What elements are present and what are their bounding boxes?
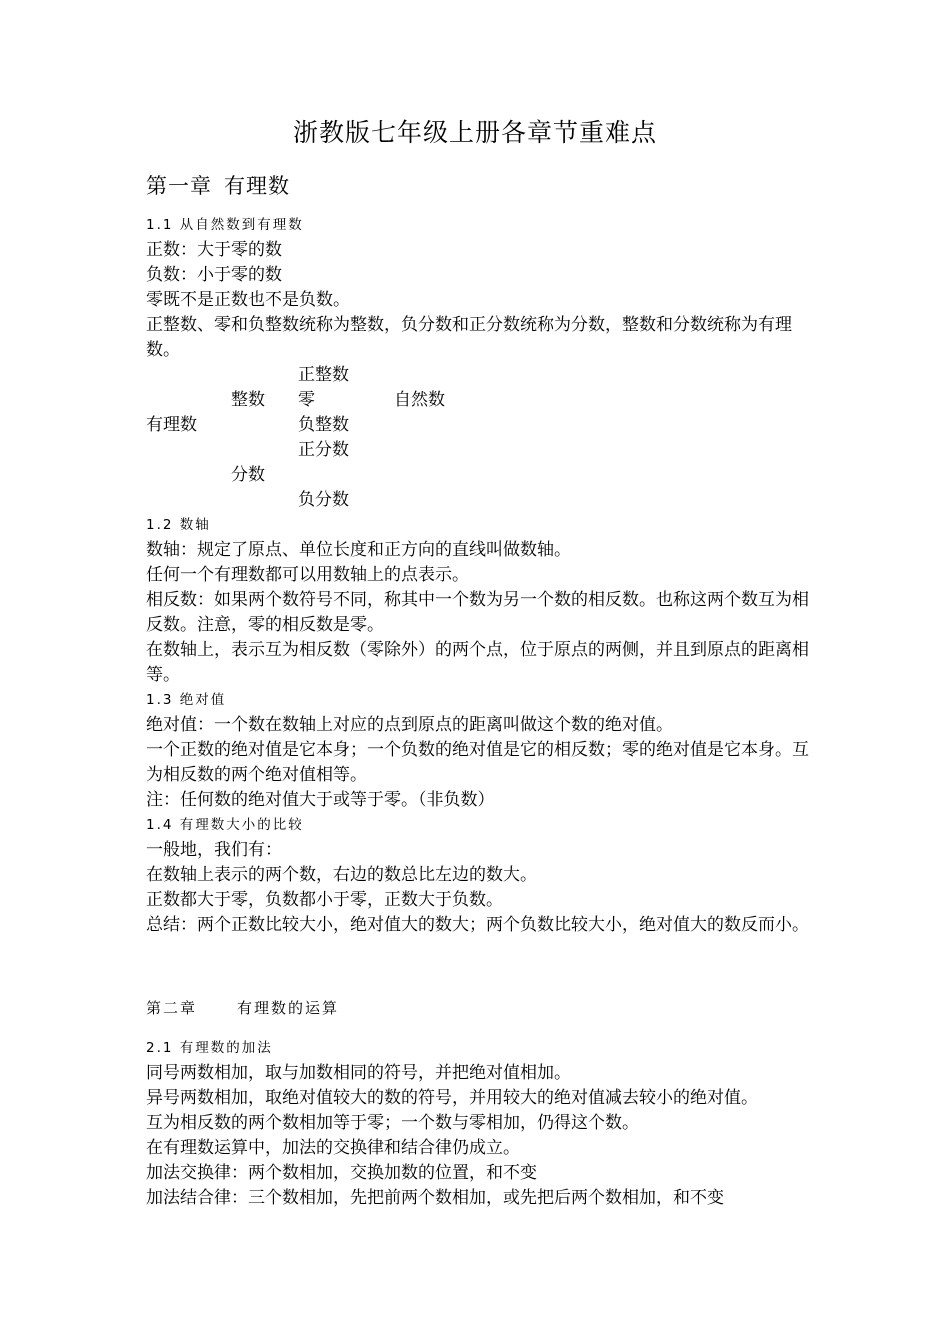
paragraph: 加法交换律：两个数相加，交换加数的位置，和不变 — [146, 1163, 537, 1183]
chapter-1-label: 第一章 — [146, 174, 212, 198]
paragraph: 一个正数的绝对值是它本身；一个负数的绝对值是它的相反数；零的绝对值是它本身。互为相反数的两个绝对值相等。 — [146, 740, 809, 785]
paragraph: 数轴：规定了原点、单位长度和正方向的直线叫做数轴。 — [146, 540, 571, 560]
paragraph: 注：任何数的绝对值大于或等于零。（非负数） — [146, 790, 495, 810]
tree-zero: 零 — [298, 390, 315, 410]
section-1-4-heading: 1.4 有理数大小的比较 — [146, 817, 304, 833]
paragraph: 总结：两个正数比较大小，绝对值大的数大；两个负数比较大小，绝对值大的数反而小。 — [146, 915, 809, 935]
tree-positive-integer: 正整数 — [298, 365, 349, 385]
paragraph: 负数：小于零的数 — [146, 265, 282, 285]
paragraph: 绝对值：一个数在数轴上对应的点到原点的距离叫做这个数的绝对值。 — [146, 715, 673, 735]
tree-rational-number: 有理数 — [146, 415, 197, 435]
chapter-2-name: 有理数的运算 — [237, 999, 340, 1017]
tree-negative-integer: 负整数 — [298, 415, 349, 435]
paragraph: 异号两数相加，取绝对值较大的数的符号，并用较大的绝对值减去较小的绝对值。 — [146, 1088, 758, 1108]
section-1-2-heading: 1.2 数轴 — [146, 517, 211, 533]
section-1-3-heading: 1.3 绝对值 — [146, 692, 227, 708]
paragraph: 同号两数相加，取与加数相同的符号，并把绝对值相加。 — [146, 1063, 571, 1083]
tree-positive-fraction: 正分数 — [298, 440, 349, 460]
paragraph: 加法结合律：三个数相加，先把前两个数相加，或先把后两个数相加，和不变 — [146, 1188, 724, 1208]
paragraph: 任何一个有理数都可以用数轴上的点表示。 — [146, 565, 469, 585]
paragraph: 正整数、零和负整数统称为整数，负分数和正分数统称为分数，整数和分数统称为有理数。 — [146, 315, 792, 360]
chapter-2-body — [146, 1036, 810, 1211]
paragraph: 正数都大于零，负数都小于零，正数大于负数。 — [146, 890, 503, 910]
paragraph: 零既不是正数也不是负数。 — [146, 290, 350, 310]
paragraph: 互为相反数的两个数相加等于零；一个数与零相加，仍得这个数。 — [146, 1113, 639, 1133]
paragraph: 相反数：如果两个数符号不同，称其中一个数为另一个数的相反数。也称这两个数互为相反数。注意，零的相反数是零。 — [146, 590, 809, 635]
section-1-1-heading: 1.1 从自然数到有理数 — [146, 217, 304, 233]
section-2-1-heading: 2.1 有理数的加法 — [146, 1040, 273, 1056]
chapter-2-heading — [146, 996, 339, 1020]
rational-number-classification — [146, 363, 810, 513]
tree-fraction: 分数 — [231, 465, 265, 485]
chapter-2-label: 第二章 — [146, 999, 198, 1017]
paragraph: 在有理数运算中，加法的交换律和结合律仍成立。 — [146, 1138, 520, 1158]
document-title: 浙教版七年级上册各章节重难点 — [292, 118, 657, 147]
chapter-1-heading — [146, 172, 290, 200]
paragraph: 在数轴上，表示互为相反数（零除外）的两个点，位于原点的两侧，并且到原点的距离相等。 — [146, 640, 809, 685]
paragraph: 一般地，我们有： — [146, 840, 282, 860]
tree-natural-number: 自然数 — [394, 390, 445, 410]
paragraph: 在数轴上表示的两个数，右边的数总比左边的数大。 — [146, 865, 537, 885]
chapter-1-name: 有理数 — [224, 174, 290, 198]
tree-integer: 整数 — [231, 390, 265, 410]
chapter-1-body — [146, 213, 810, 938]
tree-negative-fraction: 负分数 — [298, 490, 349, 510]
paragraph: 正数：大于零的数 — [146, 240, 282, 260]
